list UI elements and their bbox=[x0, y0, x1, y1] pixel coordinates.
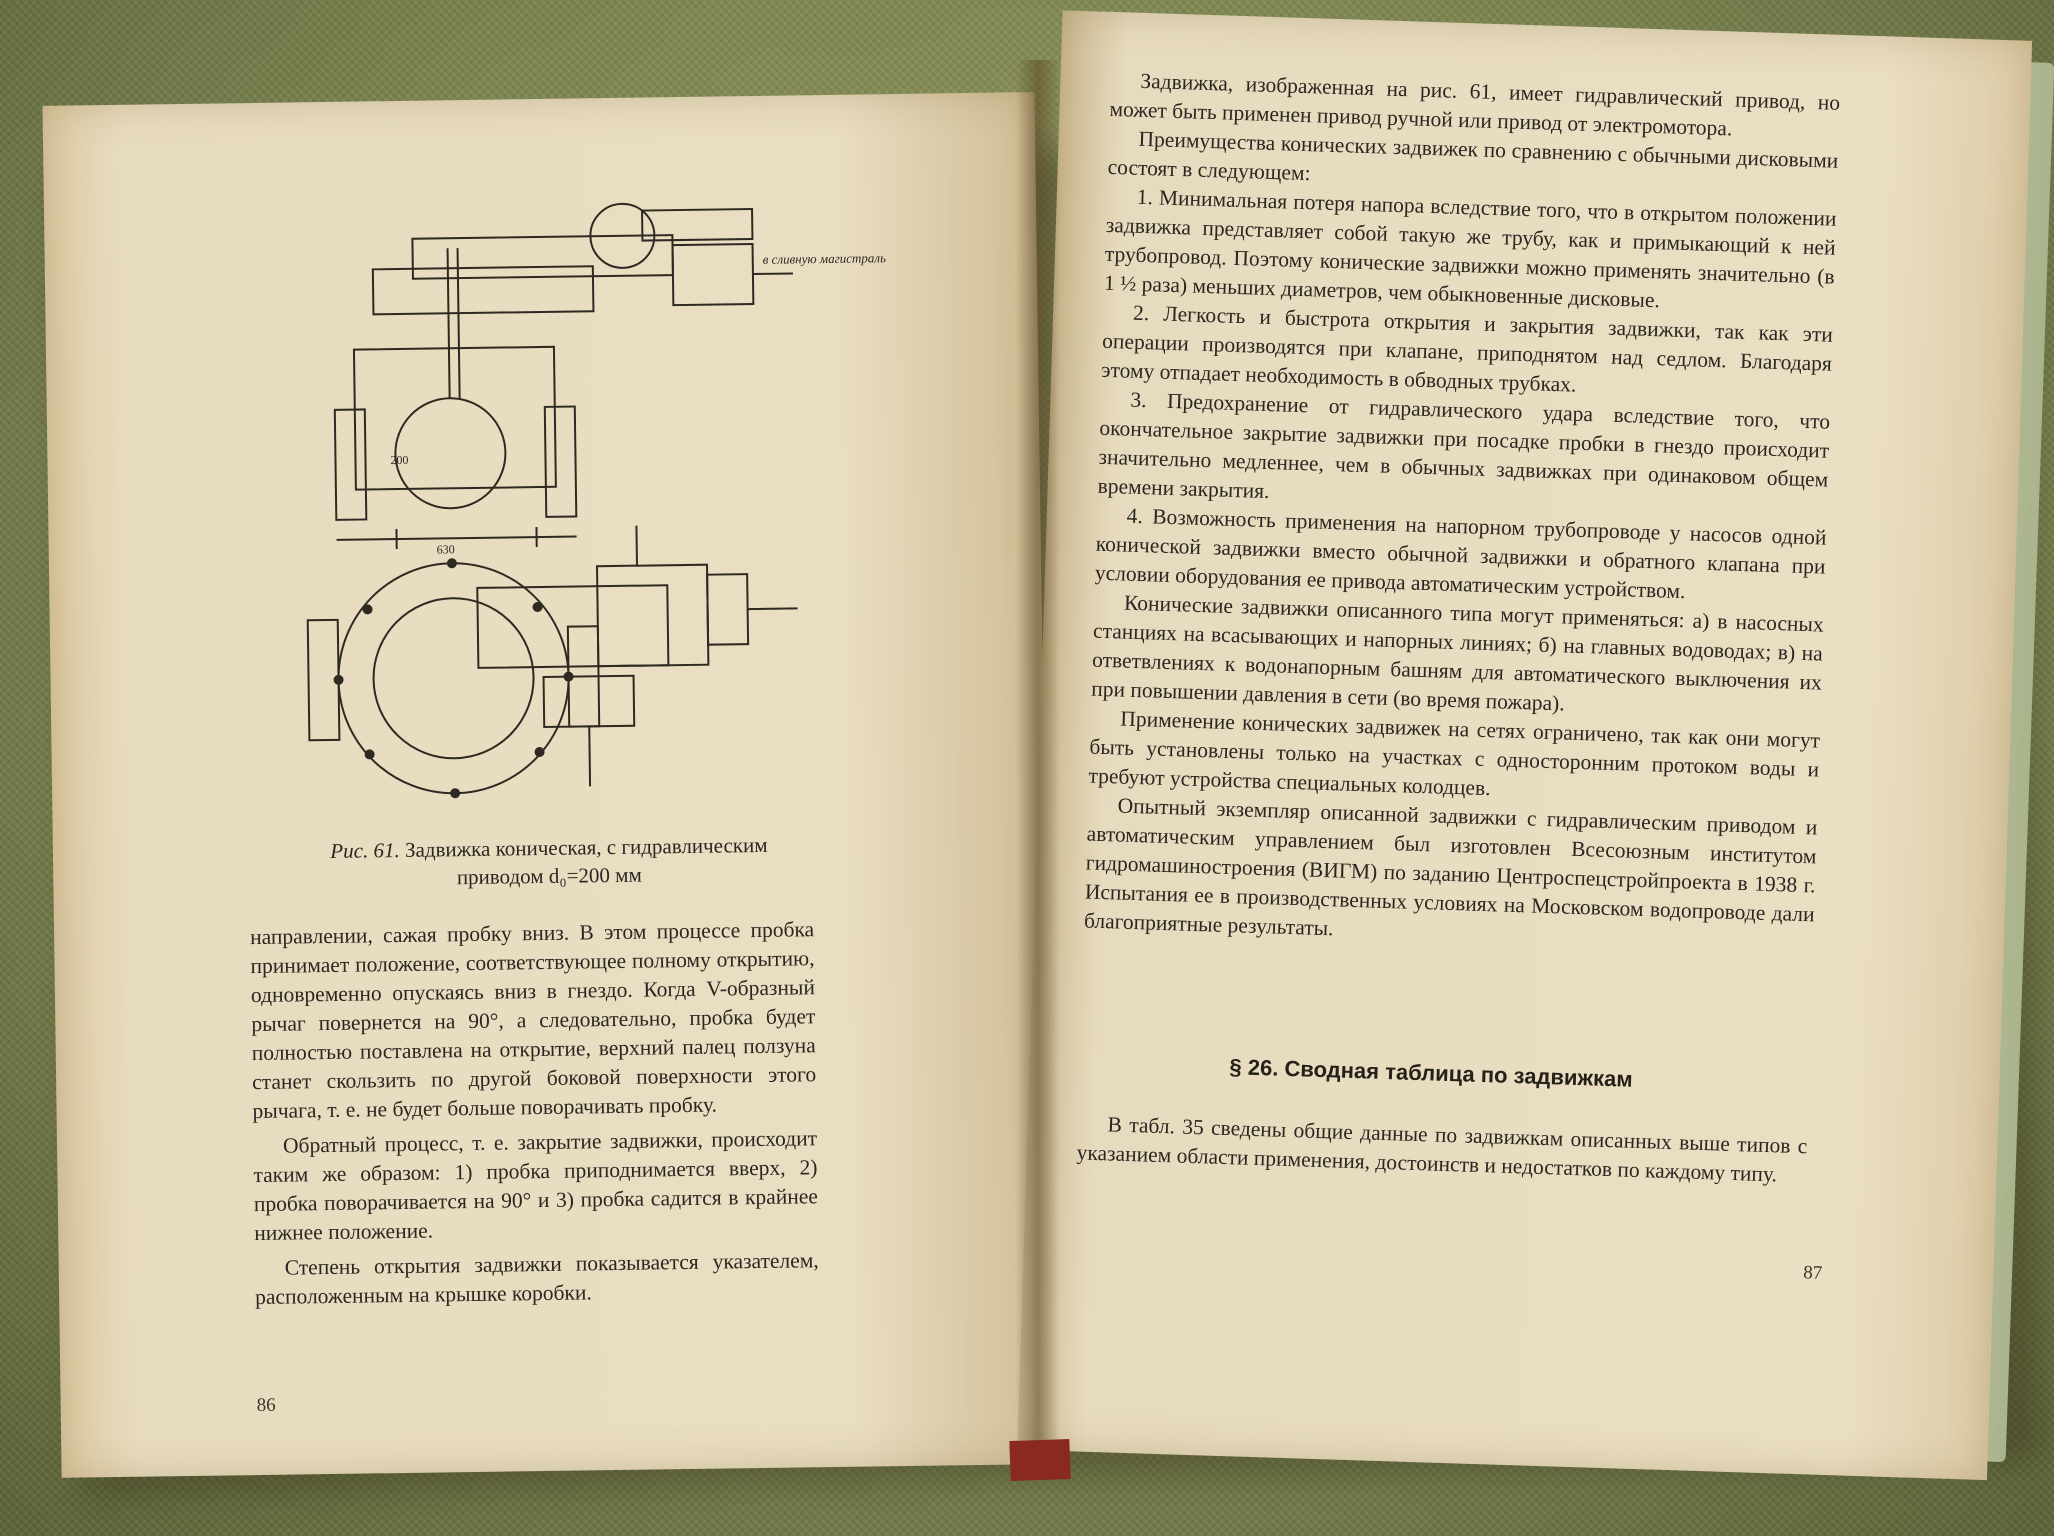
page-number-left: 86 bbox=[256, 1394, 276, 1417]
book-gutter bbox=[1016, 60, 1060, 1460]
right-paragraph: 2. Легкость и быстрота открытия и закрытия задвижки, так как эти операции производятся при клапане, приподнятом над седлом. Благодаря этому отпадает необходимость в обводных трубках. bbox=[1100, 300, 1834, 397]
right-page bbox=[1017, 10, 2032, 1480]
right-paragraph: 3. Предохранение от гидравлического удара вследствие того, что окончательное закрытие задвижки при посадке пробки в гнездо происходит значительно медленнее, чем в обычных задвижках при одинаковом общем времени закрытия. bbox=[1097, 387, 1831, 504]
left-paragraph: направлении, сажая пробку вниз. В этом процессе пробка принимает положение, соответствующее полному открытию, одновременно опускаясь вниз в гнездо. Когда V-образный рычаг повернется на 90°, а следовательно, пробка будет полностью поставлена на открытие, верхний палец ползуна станет скользить по другой боковой поверхности этого рычага, т. е. не будет больше поворачивать пробку. bbox=[249, 917, 817, 1124]
caption-text: Задвижка коническая, с гидравлическим bbox=[404, 832, 768, 862]
right-paragraph: Задвижка, изображенная на рис. 61, имеет гидравлический привод, но может быть применен привод ручной или привод от электромотора. bbox=[1109, 68, 1841, 141]
svg-text:200: 200 bbox=[390, 452, 409, 468]
left-page bbox=[43, 92, 1054, 1478]
left-paragraph: Степень открытия задвижки показывается указателем, расположенным на крышке коробки. bbox=[255, 1248, 819, 1310]
drain-label: в сливную магистраль bbox=[762, 250, 887, 267]
caption-prefix: Рис. 61. bbox=[330, 838, 400, 863]
plug-circle bbox=[395, 397, 507, 509]
valve-body-top bbox=[354, 347, 556, 490]
section-heading: § 26. Сводная таблица по задвижкам bbox=[1229, 1054, 1634, 1092]
right-paragraph: Применение конических задвижек на сетях ограничено, так как они могут быть установлены только на участках с односторонним протоком воды и требуют устройства специальных колодцев. bbox=[1088, 706, 1821, 801]
flange-circle bbox=[337, 562, 570, 795]
figure-caption bbox=[53, 827, 1046, 897]
section-text bbox=[1076, 1109, 1807, 1190]
valve-drawing bbox=[292, 203, 887, 821]
right-paragraph: 1. Минимальная потеря напора вследствие того, что в открытом положении задвижка представляет собой такую же трубу, как и примыкающий к ней трубопровод. Поэтому конические задвижки можно применять значительно (в 1 ½ раза) меньших диаметров, чем обыкновенные дисковые. bbox=[1103, 184, 1837, 313]
right-paragraph: Конические задвижки описанного типа могут применяться: а) в насосных станциях на всасывающих и напорных линиях; б) на главных водоводах; в) на ответвлениях к водонапорным башням для автоматического выключения их при повышении давления в сети (во время пожара). bbox=[1090, 590, 1825, 716]
page-number-right: 87 bbox=[1802, 1262, 1823, 1284]
right-paragraph: Опытный экземпляр описанной задвижки с гидравлическим приводом и автоматическим управлением был изготовлен Всесоюзным институтом гидромашиностроения (ВИГМ) по заданию Центроспецстройпроекта в 1938 г. Испытания ее в производственных условиях на Московском водопроводе дали благоприятные результаты. bbox=[1083, 793, 1818, 941]
right-paragraph: 4. Возможность применения на напорном трубопроводе у насосов одной конической задвижки вместо обычной задвижки и обратного клапана при условии оборудования ее привода автоматическим устройством. bbox=[1094, 503, 1827, 604]
right-paragraph: Преимущества конических задвижек по сравнению с обычными дисковыми состоят в следующем: bbox=[1107, 126, 1839, 186]
right-body-text bbox=[1084, 66, 1841, 959]
caption-line2: приводом d₀=200 мм bbox=[456, 862, 642, 890]
spine-binding bbox=[1009, 1439, 1070, 1481]
left-paragraph: Обратный процесс, т. е. закрытие задвижки, происходит таким же образом: 1) пробка приподнимается вверх, 2) пробка поворачивается на 90° и 3) пробка садится в крайнее нижнее положение. bbox=[253, 1126, 818, 1246]
svg-text:630: 630 bbox=[436, 542, 455, 557]
section-paragraph: В табл. 35 сведены общие данные по задвижкам описанных выше типов с указанием области применения, достоинств и недостатков по каждому типу. bbox=[1076, 1112, 1808, 1187]
left-body-text bbox=[250, 915, 819, 1312]
